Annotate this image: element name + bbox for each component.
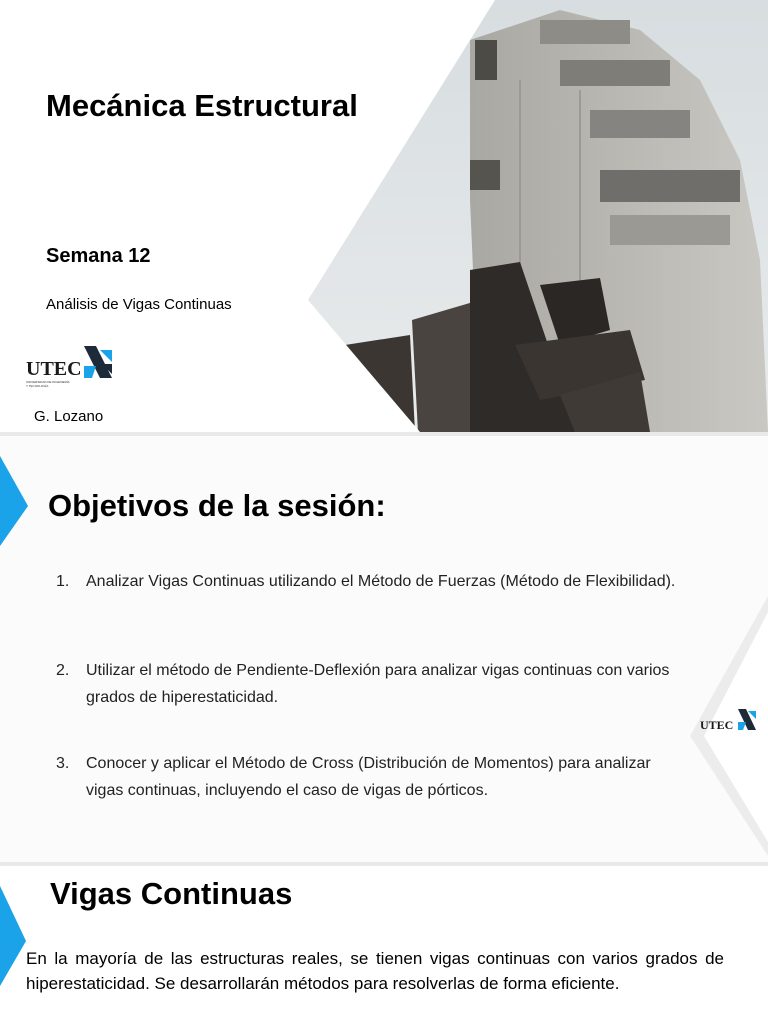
objective-number: 2. (56, 662, 70, 679)
utec-logo-icon (26, 344, 116, 388)
week-label: Semana 12 (46, 245, 151, 267)
logo-mark-icon (82, 344, 114, 382)
objective-text: Conocer y aplicar el Método de Cross (Distribución de Momentos) para analizar vigas continuas, incluyendo el caso de vigas de pórticos. (86, 755, 651, 799)
logo-tagline-1: UNIVERSIDAD DE INGENIERÍA (26, 380, 70, 384)
logo-text: UTEC (26, 358, 82, 380)
presentation-title: Mecánica Estructural (46, 88, 358, 123)
body-paragraph: En la mayoría de las estructuras reales, se tienen vigas continuas con varios grados de hiperestaticidad. Se desarrollarán métodos para resolverlas de forma eficiente. (26, 949, 724, 993)
content-slide (0, 866, 768, 1024)
section-title: Objetivos de la sesión: (48, 488, 386, 523)
slide-accent-shapes (0, 866, 40, 1024)
section-title: Vigas Continuas (50, 876, 293, 911)
objectives-slide (0, 436, 768, 862)
logo-text: UTEC (700, 718, 734, 732)
objective-number: 3. (56, 755, 70, 772)
utec-logo-icon (700, 708, 760, 738)
objective-text: Analizar Vigas Continuas utilizando el Método de Fuerzas (Método de Flexibilidad). (86, 573, 676, 590)
title-slide (0, 0, 768, 432)
logo-tagline-2: Y TECNOLOGÍA (26, 384, 49, 388)
objective-number: 1. (56, 573, 70, 590)
presentation-subtitle: Análisis de Vigas Continuas (46, 296, 232, 313)
author-name: G. Lozano (34, 408, 104, 425)
logo-mark-icon (737, 708, 757, 732)
objective-text: Utilizar el método de Pendiente-Deflexión para analizar vigas continuas con varios grados de hiperestaticidad. (86, 662, 670, 706)
